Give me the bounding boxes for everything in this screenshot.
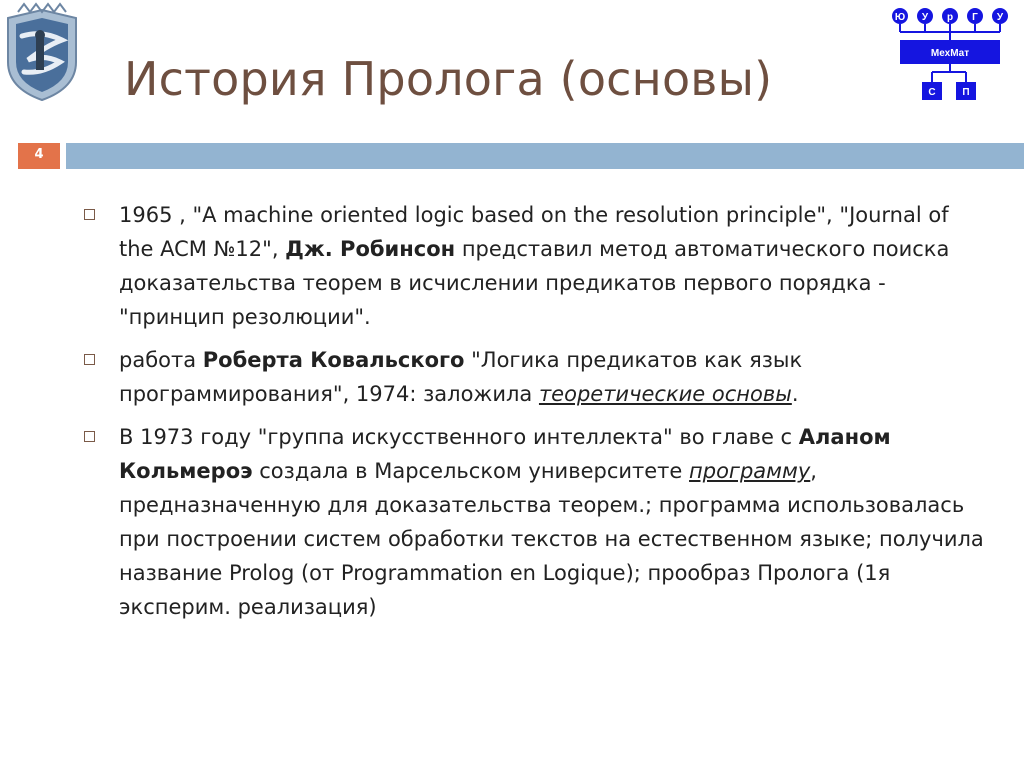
bullet-item: [84, 420, 984, 624]
bullet-text: 1965 , "A machine oriented logic based on the resolution principle", "Journal of the ACM №12",: [119, 203, 949, 261]
bold-name: Аланом Кольмероэ: [119, 425, 891, 483]
svg-text:МехМат: МехМат: [930, 48, 970, 59]
slide-number: 4: [18, 143, 60, 169]
mehmat-top-letter: [917, 8, 933, 24]
svg-text:П: П: [962, 87, 970, 98]
header-accent-bar: [66, 143, 1024, 169]
bullet-square-icon: [84, 431, 95, 442]
mehmat-top-letter: [967, 8, 983, 24]
mehmat-top-letter: [892, 8, 908, 24]
mehmat-bottom-letter: [956, 82, 976, 100]
bullet-text: .: [791, 382, 799, 406]
bullet-text: работа: [119, 348, 203, 372]
emphasized-link: программу: [689, 459, 811, 483]
bold-name: Роберта Ковальского: [202, 348, 465, 372]
bullet-text: создала в Марсельском университете: [252, 459, 690, 483]
mehmat-bottom-letter: [922, 82, 942, 100]
bullet-square-icon: [84, 209, 95, 220]
bullet-square-icon: [84, 354, 95, 365]
bullet-text: В 1973 году "группа искусственного интеллекта" во главе с: [119, 425, 799, 449]
header-band: [0, 143, 1024, 169]
svg-text:р: р: [946, 12, 954, 23]
bullet-text: , предназначенную для доказательства теорем.; программа использовалась при построении систем обработки текстов на естественном языке; получила название Prolog (от Programmation en Logique); прообраз Пролога (1я эксперим. реализация): [119, 459, 984, 619]
bullet-item: [84, 198, 984, 334]
mehmat-center-label: [900, 40, 1000, 64]
bullet-text: "Логика предикатов как язык программирования", 1974: заложила: [119, 348, 803, 406]
mehmat-top-letter: [992, 8, 1008, 24]
svg-text:У: У: [996, 12, 1004, 23]
svg-text:У: У: [921, 12, 929, 23]
slide-title: История Пролога (основы): [124, 52, 773, 106]
mehmat-logo: [880, 6, 1020, 102]
bullet-item: [84, 343, 984, 411]
emphasized-link: теоретические основы: [538, 382, 792, 406]
bold-name: Дж. Робинсон: [285, 237, 456, 261]
bullet-text: представил метод автоматического поиска доказательства теорем в исчислении предикатов первого порядка - "принцип резолюции".: [119, 237, 950, 329]
mehmat-top-letter: [942, 8, 958, 24]
university-crest-logo: [2, 2, 82, 102]
slide-content: [84, 198, 984, 633]
band-left-spacer: [0, 143, 18, 169]
svg-text:Г: Г: [972, 12, 978, 23]
svg-text:С: С: [928, 87, 936, 98]
svg-text:Ю: Ю: [894, 12, 906, 23]
